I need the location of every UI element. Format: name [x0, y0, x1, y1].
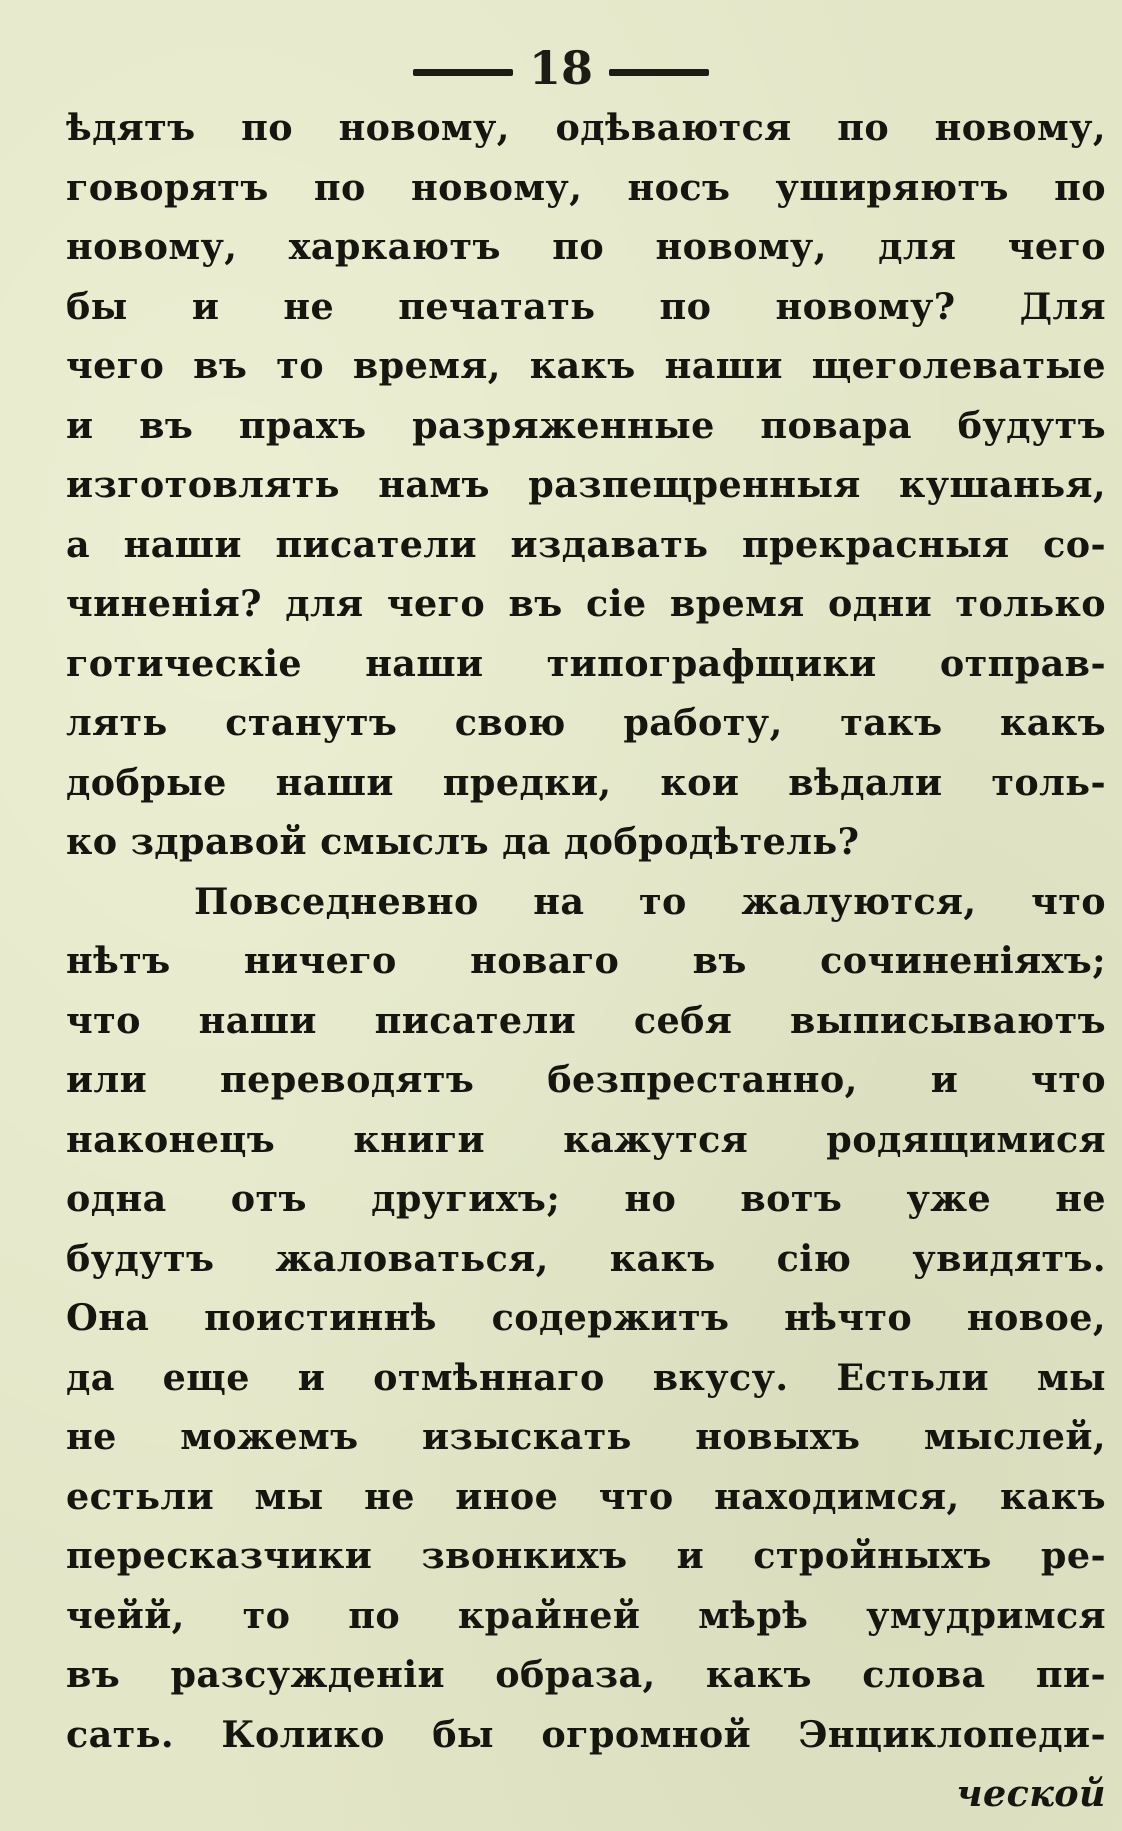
text-line: и въ прахъ разряженные повара будутъ — [66, 403, 1106, 447]
text-line: въ разсужденіи образа, какъ слова пи- — [66, 1653, 1106, 1696]
catchword: ческой — [956, 1772, 1106, 1815]
page-number: 18 — [528, 41, 593, 95]
page-number-header — [0, 38, 1122, 98]
text-line: изготовлять намъ разпещренныя кушанья, — [66, 463, 1106, 506]
header-dash-right — [609, 69, 709, 76]
text-line: или переводятъ безпрестанно, и что — [66, 1058, 1106, 1101]
text-line: что наши писатели себя выписываютъ — [66, 998, 1106, 1042]
text-line: Повседневно на то жалуются, что — [194, 879, 1106, 923]
text-line: новому, харкаютъ по новому, для чего — [66, 225, 1106, 268]
text-line: Она поистиннѣ содержитъ нѣчто новое, — [66, 1296, 1106, 1339]
text-line: пересказчики звонкихъ и стройныхъ ре- — [66, 1534, 1106, 1577]
text-line: сать. Колико бы огромной Энциклопеди- — [66, 1712, 1106, 1756]
text-line: добрые наши предки, кои вѣдали толь- — [66, 760, 1106, 804]
text-line: а наши писатели издавать прекрасныя со- — [66, 522, 1106, 566]
page-body-text — [66, 98, 1106, 1824]
text-line: естьли мы не иное что находимся, какъ — [66, 1474, 1106, 1518]
text-line: ѣдятъ по новому, одѣваются по новому, — [66, 106, 1106, 149]
text-line: чейй, то по крайней мѣрѣ умудримся — [66, 1593, 1106, 1637]
text-line: наконецъ книги кажутся родящимися — [66, 1117, 1106, 1161]
text-line: будутъ жаловаться, какъ сію увидятъ. — [66, 1236, 1106, 1280]
text-line: ко здравой смыслъ да добродѣтель? — [66, 820, 860, 863]
text-line: не можемъ изыскать новыхъ мыслей, — [66, 1415, 1106, 1458]
text-line: говорятъ по новому, носъ уширяютъ по — [66, 165, 1106, 209]
text-line: чиненія? для чего въ сіе время одни только — [66, 582, 1106, 625]
header-dash-left — [413, 69, 513, 76]
text-line: да еще и отмѣннаго вкусу. Естьли мы — [66, 1355, 1106, 1399]
text-line: лять станутъ свою работу, такъ какъ — [66, 701, 1106, 744]
text-line: бы и не печатать по новому? Для — [66, 284, 1106, 328]
text-line: готическіе наши типографщики отправ- — [66, 641, 1106, 685]
text-line: нѣтъ ничего новаго въ сочиненіяхъ; — [66, 939, 1106, 982]
text-line: одна отъ другихъ; но вотъ уже не — [66, 1177, 1106, 1220]
text-line: чего въ то время, какъ наши щеголеватые — [66, 344, 1106, 387]
